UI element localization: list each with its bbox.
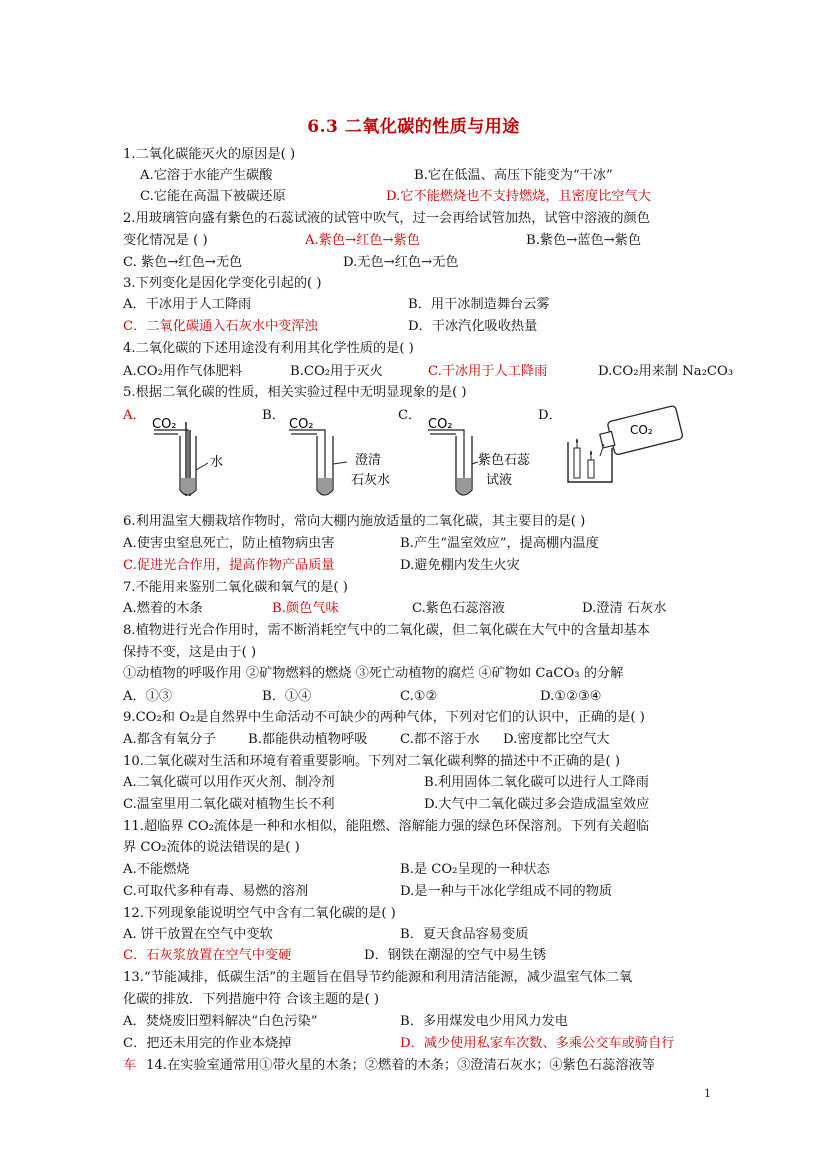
q14-stem: 14.在实验室通常用①带火星的木条；②燃着的木条；③澄清石灰水；④紫色石蕊溶液等: [146, 1058, 655, 1073]
q2-stem-line2: 变化情况是 ( ): [123, 233, 208, 248]
q3-stem: 3.下列变化是因化学变化引起的( ): [123, 276, 322, 291]
q1-option-d: D.它不能燃烧也不支持燃烧，且密度比空气大: [386, 189, 651, 204]
q6-option-d: D.避免棚内发生火灾: [400, 558, 520, 573]
experiment-b-figure: [283, 408, 403, 503]
q12-option-b: B．夏天食品容易变质: [400, 927, 529, 942]
q12-option-a: A. 饼干放置在空气中变软: [123, 927, 273, 942]
q10-stem: 10.二氧化碳对生活和环境有着重要影响。下列对二氧化碳利弊的描述中不正确的是( ): [123, 754, 621, 769]
q9-option-b: B.都能供动植物呼吸: [248, 732, 368, 747]
q8-stem-line1: 8.植物进行光合作用时，需不断消耗空气中的二氧化碳，但二氧化碳在大气中的含量却基本: [123, 623, 650, 638]
q8-items: ①动植物的呼吸作用 ②矿物燃料的燃烧 ③死亡动植物的腐烂 ④矿物如 CaCO₃ 的分解: [123, 666, 624, 681]
q1-option-b: B.它在低温、高压下能变为“干冰”: [414, 168, 613, 183]
q7-option-b: B.颜色气味: [272, 601, 339, 616]
q5-label-d: D．: [538, 408, 562, 423]
q2-option-d: D.无色→红色→无色: [343, 255, 459, 270]
experiment-c-liquid-label-1: 紫色石蕊: [478, 453, 531, 468]
q5-stem: 5.根据二氧化碳的性质，相关实验过程中无明显现象的是( ): [123, 385, 467, 400]
q12-option-d: D．钢铁在潮湿的空气中易生锈: [364, 948, 547, 963]
experiment-a-gas-label: CO₂: [152, 417, 177, 432]
experiment-c-figure: [422, 408, 542, 503]
q11-option-d: D.是一种与干冰化学组成不同的物质: [400, 884, 613, 899]
experiment-c-liquid-label-2: 试液: [486, 473, 513, 488]
experiment-a-liquid-label: 水: [210, 455, 224, 470]
q2-stem-line1: 2.用玻璃管向盛有紫色的石蕊试液的试管中吹气，过一会再给试管加热，试管中溶液的颜色: [123, 211, 650, 226]
q10-option-a: A.二氧化碳可以用作灭火剂、制冷剂: [123, 775, 335, 790]
q13-stem-line2: 化碳的排放．下列措施中符 合该主题的是( ): [123, 992, 380, 1007]
q13-option-d-continued: 车: [123, 1058, 137, 1073]
q4-option-a: A.CO₂用作气体肥料: [123, 364, 243, 379]
q4-stem: 4.二氧化碳的下述用途没有利用其化学性质的是( ): [123, 341, 414, 356]
q3-option-a: A．干冰用于人工降雨: [123, 297, 252, 312]
q7-option-a: A.燃着的木条: [123, 601, 203, 616]
q8-stem-line2: 保持不变，这是由于( ): [123, 645, 257, 660]
q12-stem: 12.下列现象能说明空气中含有二氧化碳的是( ): [123, 906, 396, 921]
q13-option-a: A．焚烧废旧塑料解决“白色污染”: [123, 1014, 318, 1029]
page-title: 6.3 二氧化碳的性质与用途: [307, 117, 520, 137]
q4-option-c: C.干冰用于人工降雨: [428, 364, 548, 379]
q10-option-d: D.大气中二氧化碳过多会造成温室效应: [424, 797, 650, 812]
q6-stem: 6.利用温室大棚栽培作物时，常向大棚内施放适量的二氧化碳，其主要目的是( ): [123, 514, 586, 529]
experiment-b-gas-label: CO₂: [289, 417, 314, 432]
q4-option-b: B.CO₂用于灭火: [290, 364, 383, 379]
experiment-b-liquid-label-1: 澄清: [355, 453, 382, 468]
q10-option-c: C.温室里用二氧化碳对植物生长不利: [123, 797, 335, 812]
q5-label-b: B．: [262, 408, 285, 423]
q10-option-b: B.利用固体二氧化碳可以进行人工降雨: [424, 775, 649, 790]
q8-option-b: B．①④: [262, 689, 312, 704]
q1-option-c: C.它能在高温下被碳还原: [140, 189, 286, 204]
q11-option-b: B.是 CO₂呈现的一种状态: [400, 862, 550, 877]
q7-stem: 7.不能用来鉴别二氧化碳和氧气的是( ): [123, 580, 348, 595]
experiment-a-figure: [140, 408, 250, 503]
q11-stem-line2: 界 CO₂流体的说法错误的是( ): [123, 840, 300, 855]
q5-label-c: C．: [398, 408, 422, 423]
q13-option-b: B．多用煤发电少用风力发电: [400, 1014, 568, 1029]
q8-option-c: C.①②: [400, 689, 438, 704]
experiment-b-liquid-label-2: 石灰水: [351, 473, 391, 488]
q7-option-d: D.澄清 石灰水: [582, 601, 667, 616]
q6-option-a: A.使害虫窒息死亡，防止植物病虫害: [123, 536, 335, 551]
q13-stem-line1: 13.“节能减排，低碳生活”的主题旨在倡导节约能源和利用清洁能源，减少温室气体二氧: [123, 970, 633, 985]
q3-option-c: C．二氧化碳通入石灰水中变浑浊: [123, 319, 318, 334]
q11-option-c: C.可取代多种有毒、易燃的溶剂: [123, 884, 309, 899]
q9-option-a: A.都含有氧分子: [123, 732, 216, 747]
q7-option-c: C.紫色石蕊溶液: [412, 601, 505, 616]
q11-option-a: A.不能燃烧: [123, 862, 190, 877]
q6-option-c: C.促进光合作用，提高作物产品质量: [123, 558, 335, 573]
q5-label-a: A．: [123, 408, 146, 423]
q2-option-c: C. 紫色→红色→无色: [123, 255, 243, 270]
q8-option-a: A．①③: [123, 689, 173, 704]
q9-option-d: D.密度都比空气大: [503, 732, 610, 747]
q4-option-d: D.CO₂用来制 Na₂CO₃: [598, 364, 734, 379]
experiment-d-figure: [560, 404, 690, 499]
q6-option-b: B.产生“温室效应”，提高棚内温度: [400, 536, 599, 551]
q1-stem: 1.二氧化碳能灭火的原因是( ): [123, 147, 296, 162]
q8-option-d: D.①②③④: [540, 689, 602, 704]
q3-option-b: B．用干冰制造舞台云雾: [408, 297, 550, 312]
q2-option-b: B.紫色→蓝色→紫色: [526, 233, 642, 248]
q2-option-a: A.紫色→红色→紫色: [305, 233, 420, 248]
experiment-d-bottle-label: CO₂: [630, 423, 653, 437]
experiment-c-gas-label: CO₂: [428, 417, 453, 432]
q13-option-c: C．把还未用完的作业本烧掉: [123, 1036, 292, 1051]
page-number: 1: [704, 1087, 711, 1100]
q11-stem-line1: 11.超临界 CO₂流体是一种和水相似，能阻燃、溶解能力强的绿色环保溶剂。下列有关超临: [123, 819, 650, 834]
q13-option-d: D．减少使用私家车次数、多乘公交车或骑自行: [400, 1036, 675, 1051]
q9-stem: 9.CO₂和 O₂是自然界中生命活动不可缺少的两种气体，下列对它们的认识中，正确的是( ): [123, 710, 645, 725]
q1-option-a: A.它溶于水能产生碳酸: [140, 168, 273, 183]
q9-option-c: C.都不溶于水: [400, 732, 480, 747]
q3-option-d: D．干冰汽化吸收热量: [408, 319, 538, 334]
q12-option-c: C．石灰浆放置在空气中变硬: [123, 948, 292, 963]
